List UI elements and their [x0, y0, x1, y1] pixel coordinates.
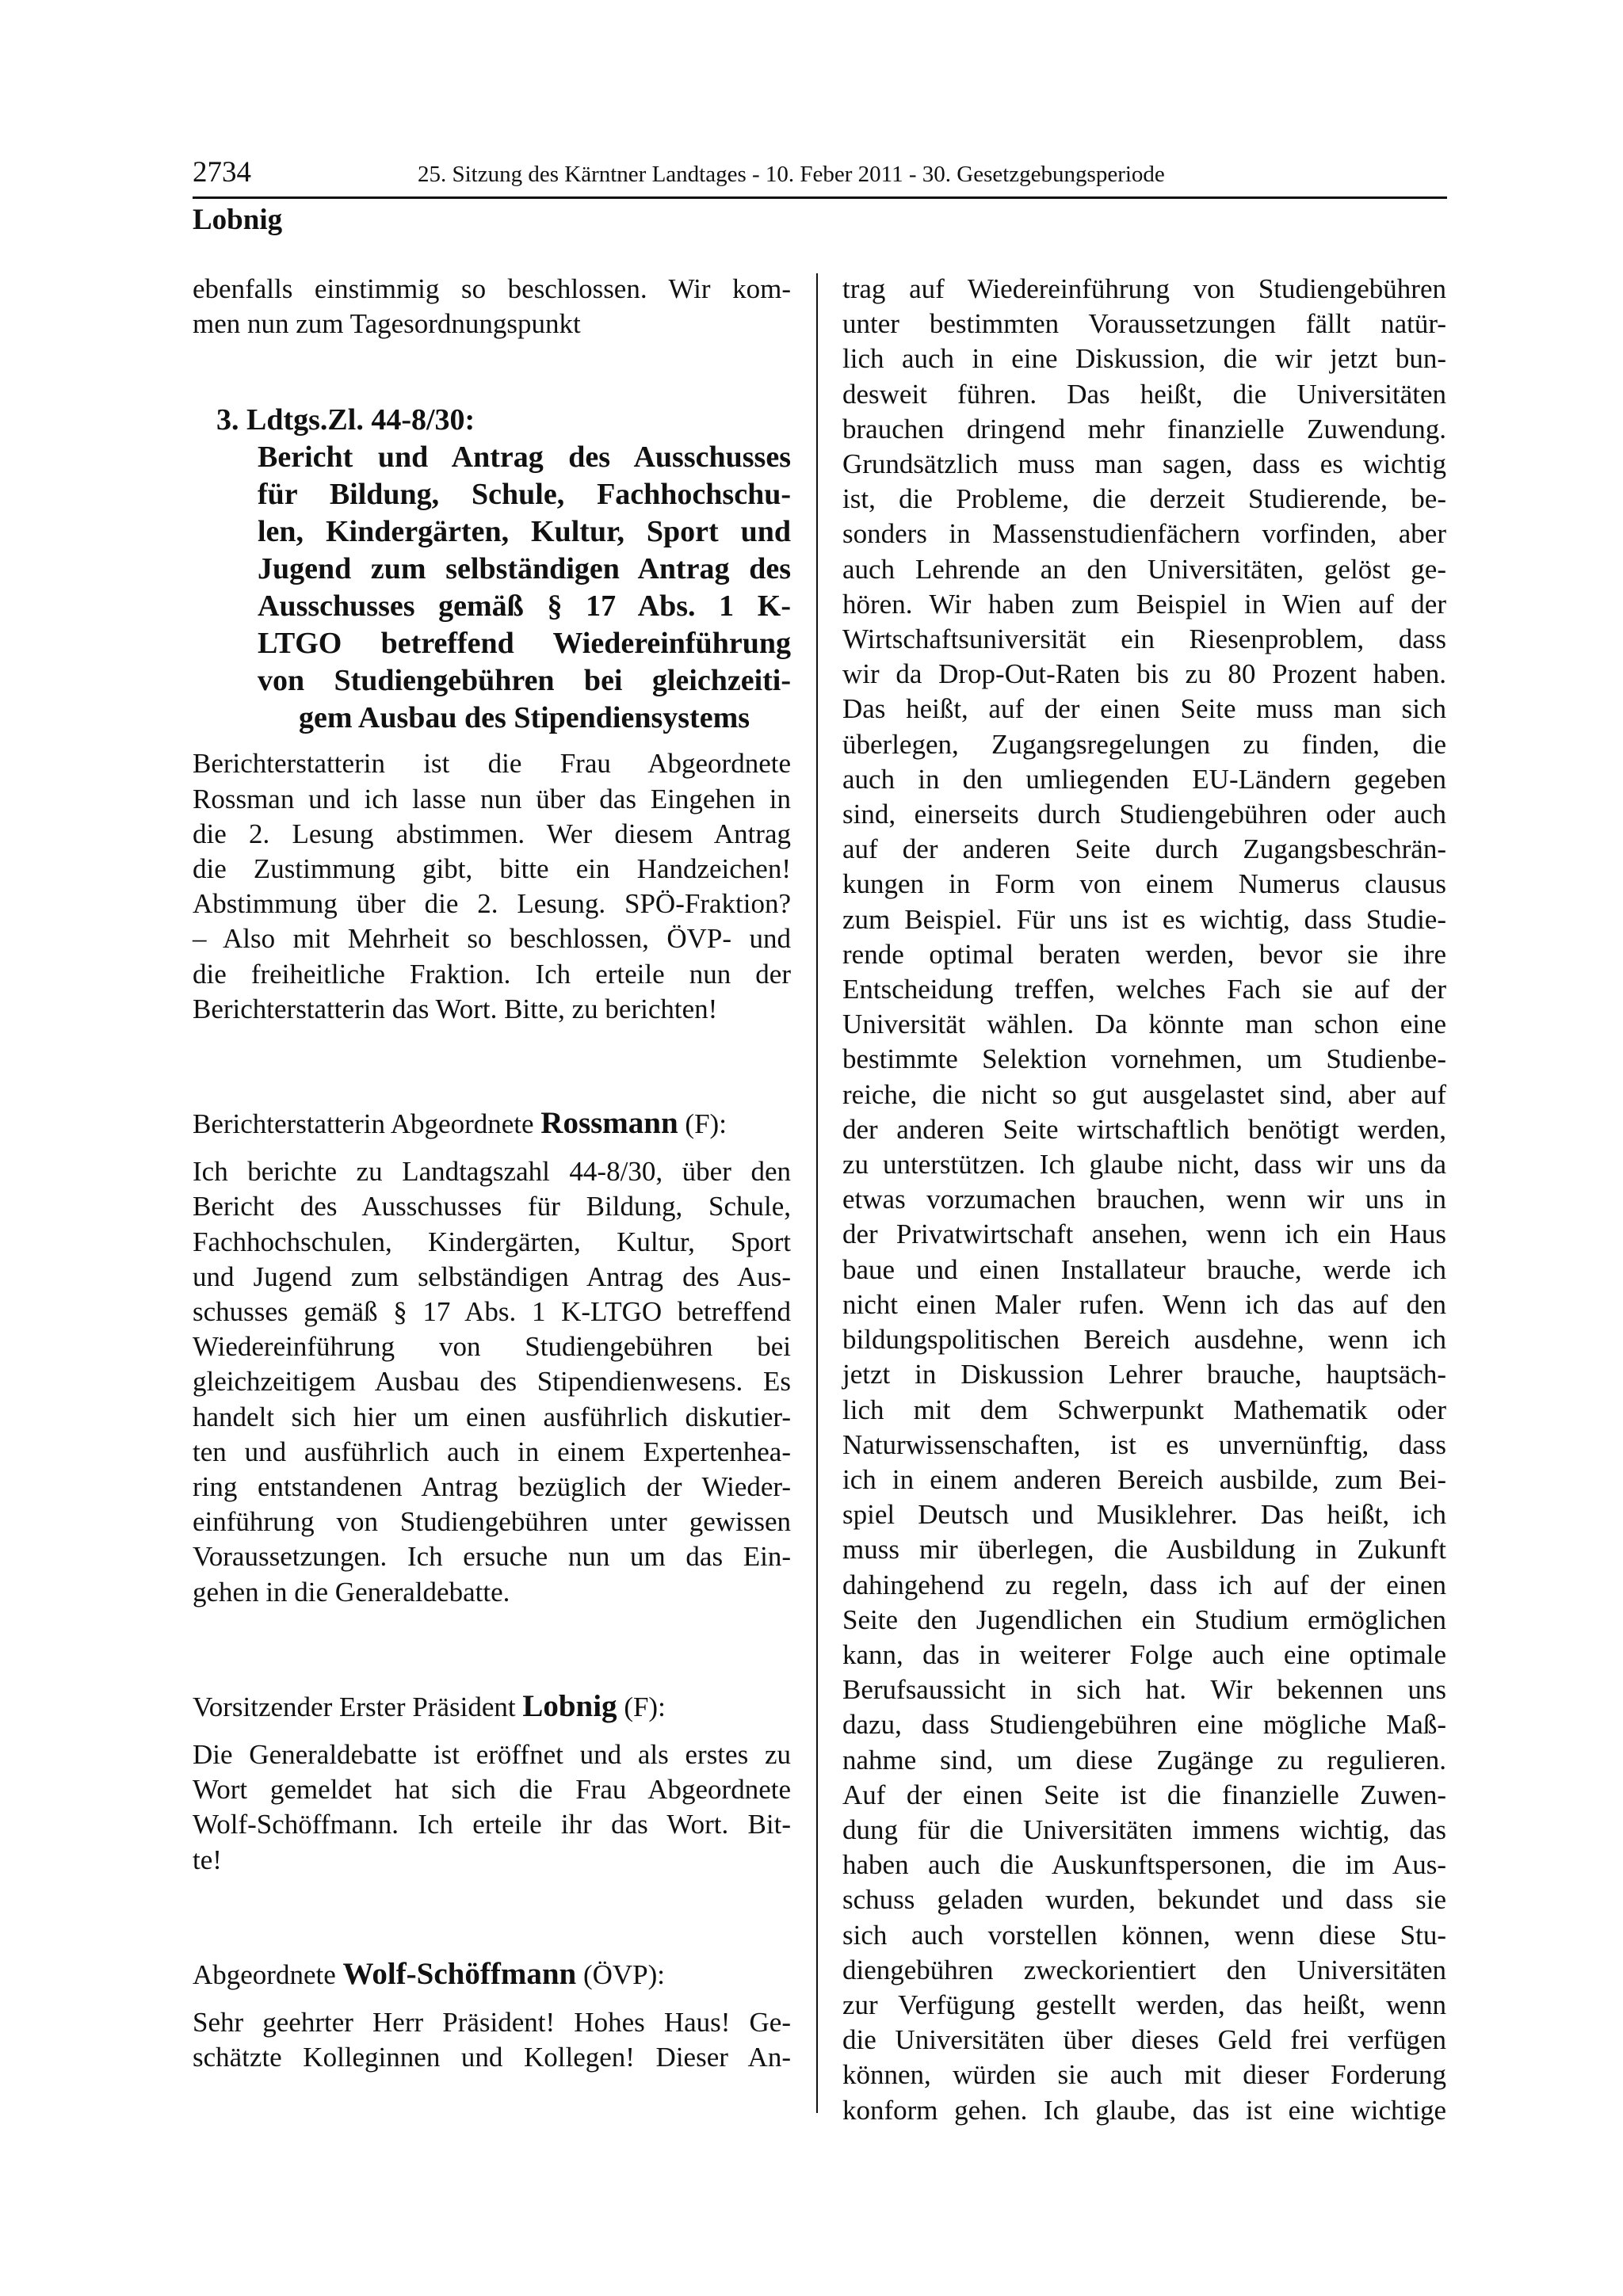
text-line: Wirtschaftsuniversität ein Riesenproblem, dass	[842, 624, 1446, 655]
title-line: für Bildung, Schule, Fachhochschu-	[258, 478, 791, 512]
text-line: überlegen, Zugangsregelungen zu finden, die	[842, 728, 1446, 760]
text-line: gehen in die Generaldebatte.	[193, 1576, 510, 1608]
speaker-name: Wolf-Schöffmann	[342, 1956, 577, 1991]
text-line: die 2. Lesung abstimmen. Wer diesem Antrag	[193, 818, 791, 849]
right-column	[842, 272, 1446, 2128]
text-line: dahingehend zu regeln, dass ich auf der einen	[842, 1569, 1446, 1600]
paragraph-5	[193, 2005, 791, 2075]
intro-prefix: Vorsitzender Erster Präsident	[193, 1691, 523, 1722]
intro-suffix: (F):	[617, 1691, 666, 1722]
speaker-intro-rossmann	[193, 1106, 791, 1142]
text-line: Fachhochschulen, Kindergärten, Kultur, Sport	[193, 1226, 791, 1257]
text-line: Ich berichte zu Landtagszahl 44-8/30, über den	[193, 1156, 791, 1188]
text-line: dazu, dass Studiengebühren eine mögliche Maß-	[842, 1709, 1446, 1741]
text-line: diengebühren zweckorientiert den Universitäten	[842, 1954, 1446, 1985]
text-line: Wolf-Schöffmann. Ich erteile ihr das Wort. Bit-	[193, 1809, 791, 1840]
speaker-intro-lobnig	[193, 1689, 791, 1725]
intro-suffix: (ÖVP):	[576, 1958, 666, 1990]
text-line: hören. Wir haben zum Beispiel in Wien auf der	[842, 588, 1446, 620]
text-line: nahme sind, um diese Zugänge zu regulieren.	[842, 1744, 1446, 1775]
text-line: Das heißt, auf der einen Seite muss man sich	[842, 693, 1446, 725]
text-line: einführung von Studiengebühren unter gewissen	[193, 1506, 791, 1538]
paragraph-1	[193, 272, 791, 341]
text-line: gleichzeitigem Ausbau des Stipendienwesens. Es	[193, 1366, 791, 1398]
text-line: die Universitäten über dieses Geld frei verfügen	[842, 2024, 1446, 2056]
paragraph-2	[193, 746, 791, 1027]
text-line: ebenfalls einstimmig so beschlossen. Wir kom-	[193, 273, 791, 304]
column-divider	[816, 273, 818, 2113]
text-line: sind, einerseits durch Studiengebühren oder auch	[842, 799, 1446, 830]
text-line: te!	[193, 1844, 222, 1875]
text-line: ich in einem anderen Bereich ausbilde, zum Bei-	[842, 1463, 1446, 1495]
text-line: unter bestimmten Voraussetzungen fällt natür-	[842, 308, 1446, 340]
text-line: schusses gemäß § 17 Abs. 1 K-LTGO betreffend	[193, 1296, 791, 1328]
agenda-item-title	[216, 439, 791, 737]
paragraph-3	[193, 1154, 791, 1610]
intro-suffix: (F):	[678, 1108, 727, 1140]
left-column	[193, 272, 791, 2076]
speaker-label: Lobnig	[193, 204, 283, 236]
text-line: baue und einen Installateur brauche, werde ich	[842, 1253, 1446, 1285]
text-line: dung für die Universitäten immens wichtig, das	[842, 1814, 1446, 1845]
text-line: handelt sich hier um einen ausführlich diskutier-	[193, 1401, 791, 1432]
text-line: trag auf Wiedereinführung von Studiengebühren	[842, 273, 1446, 304]
text-line: Berichterstatterin das Wort. Bitte, zu berichten!	[193, 993, 718, 1024]
title-line: LTGO betreffend Wiedereinführung	[258, 627, 791, 661]
text-line: Wiedereinführung von Studiengebühren bei	[193, 1331, 791, 1363]
text-line: Wort gemeldet hat sich die Frau Abgeordnete	[193, 1774, 791, 1806]
text-line: sich auch vorstellen können, wenn diese Stu-	[842, 1919, 1446, 1951]
title-line: von Studiengebühren bei gleichzeiti-	[258, 664, 791, 698]
text-line: men nun zum Tagesordnungspunkt	[193, 308, 581, 340]
text-line: ist, die Probleme, die derzeit Studierende, be-	[842, 483, 1446, 515]
text-line: – Also mit Mehrheit so beschlossen, ÖVP- und	[193, 923, 791, 955]
paragraph-right	[842, 272, 1446, 2128]
text-line: sonders in Massenstudienfächern vorfinden, aber	[842, 518, 1446, 550]
text-line: muss mir überlegen, die Ausbildung in Zukunft	[842, 1534, 1446, 1566]
text-line: Rossman und ich lasse nun über das Eingehen in	[193, 783, 791, 814]
text-line: zu unterstützen. Ich glaube nicht, dass wir uns da	[842, 1149, 1446, 1180]
agenda-item	[193, 402, 791, 737]
title-line: len, Kindergärten, Kultur, Sport und	[258, 515, 791, 549]
page-number: 2734	[193, 156, 251, 189]
text-line: spiel Deutsch und Musiklehrer. Das heißt, ich	[842, 1499, 1446, 1531]
text-line: bestimmte Selektion vornehmen, um Studienbe-	[842, 1043, 1446, 1075]
text-line: auch in den umliegenden EU-Ländern gegeben	[842, 763, 1446, 795]
text-line: die freiheitliche Fraktion. Ich erteile nun der	[193, 958, 791, 990]
text-line: haben auch die Auskunftspersonen, die im Aus-	[842, 1849, 1446, 1881]
title-line: Jugend zum selbständigen Antrag des	[258, 552, 791, 586]
text-line: können, würden sie auch mit dieser Forderung	[842, 2059, 1446, 2091]
text-line: bildungspolitischen Bereich ausdehne, wenn ich	[842, 1324, 1446, 1356]
text-line: der Privatwirtschaft ansehen, wenn ich ein Haus	[842, 1219, 1446, 1250]
intro-prefix: Berichterstatterin Abgeordnete	[193, 1108, 541, 1140]
paragraph-4	[193, 1737, 791, 1878]
text-line: Abstimmung über die 2. Lesung. SPÖ-Fraktion?	[193, 888, 791, 920]
text-line: reiche, die nicht so gut ausgelastet sind, aber auf	[842, 1078, 1446, 1110]
text-line: jetzt in Diskussion Lehrer brauche, hauptsäch-	[842, 1359, 1446, 1390]
text-line: Bericht des Ausschusses für Bildung, Schule,	[193, 1191, 791, 1222]
text-line: lich mit dem Schwerpunkt Mathematik oder	[842, 1394, 1446, 1425]
text-line: lich auch in eine Diskussion, die wir jetzt bun-	[842, 343, 1446, 375]
text-line: Berichterstatterin ist die Frau Abgeordnete	[193, 748, 791, 780]
text-line: Die Generaldebatte ist eröffnet und als erstes zu	[193, 1739, 791, 1771]
text-line: auf der anderen Seite durch Zugangsbeschrän-	[842, 833, 1446, 865]
text-line: zur Verfügung gestellt werden, das heißt, wenn	[842, 1989, 1446, 2020]
text-line: Auf der einen Seite ist die finanzielle Zuwen-	[842, 1779, 1446, 1810]
text-line: der anderen Seite wirtschaftlich benötigt werden,	[842, 1113, 1446, 1145]
text-line: rende optimal beraten werden, bevor sie ihre	[842, 938, 1446, 970]
text-line: ring entstandenen Antrag bezüglich der Wieder-	[193, 1471, 791, 1503]
text-line: auch Lehrende an den Universitäten, gelöst ge-	[842, 553, 1446, 585]
text-line: kann, das in weiterer Folge auch eine optimale	[842, 1638, 1446, 1670]
text-line: Sehr geehrter Herr Präsident! Hohes Haus! Ge-	[193, 2007, 791, 2039]
speaker-intro-wolf-schoeffmann	[193, 1957, 791, 1993]
text-line: Voraussetzungen. Ich ersuche nun um das Ein-	[193, 1541, 791, 1573]
speaker-name: Lobnig	[522, 1688, 617, 1723]
text-line: Seite den Jugendlichen ein Studium ermöglichen	[842, 1604, 1446, 1635]
text-line: schätzte Kolleginnen und Kollegen! Dieser An-	[193, 2042, 791, 2073]
text-line: nicht einen Maler rufen. Wenn ich das auf den	[842, 1288, 1446, 1320]
text-line: die Zustimmung gibt, bitte ein Handzeichen!	[193, 853, 791, 885]
text-line: wir da Drop-Out-Raten bis zu 80 Prozent haben.	[842, 658, 1446, 690]
title-line: gem Ausbau des Stipendiensystems	[298, 701, 750, 735]
text-line: zum Beispiel. Für uns ist es wichtig, dass Studie-	[842, 903, 1446, 935]
intro-prefix: Abgeordnete	[193, 1958, 343, 1990]
text-line: Grundsätzlich muss man sagen, dass es wichtig	[842, 448, 1446, 480]
text-line: Entscheidung treffen, welches Fach sie auf der	[842, 974, 1446, 1005]
text-line: ten und ausführlich auch in einem Expertenhea-	[193, 1436, 791, 1467]
text-line: Universität wählen. Da könnte man schon eine	[842, 1009, 1446, 1040]
title-line: Bericht und Antrag des Ausschusses	[258, 441, 791, 475]
text-line: schuss geladen wurden, bekundet und dass sie	[842, 1884, 1446, 1916]
text-line: und Jugend zum selbständigen Antrag des Aus-	[193, 1261, 791, 1292]
page-header	[193, 155, 1447, 199]
text-line: brauchen dringend mehr finanzielle Zuwendung.	[842, 413, 1446, 444]
text-line: Berufsaussicht in sich hat. Wir bekennen uns	[842, 1674, 1446, 1706]
title-line: Ausschusses gemäß § 17 Abs. 1 K-	[258, 589, 791, 624]
speaker-name: Rossmann	[540, 1106, 678, 1141]
text-line: desweit führen. Das heißt, die Universitäten	[842, 378, 1446, 410]
text-line: konform gehen. Ich glaube, das ist eine wichtige	[842, 2094, 1446, 2126]
text-line: etwas vorzumachen brauchen, wenn wir uns in	[842, 1184, 1446, 1215]
text-line: Naturwissenschaften, ist es unvernünftig, dass	[842, 1428, 1446, 1460]
running-title: 25. Sitzung des Kärntner Landtages - 10. Feber 2011 - 30. Gesetzgebungsperiode	[418, 162, 1165, 187]
agenda-item-number: 3. Ldtgs.Zl. 44-8/30:	[216, 403, 475, 437]
text-line: kungen in Form von einem Numerus clausus	[842, 868, 1446, 900]
